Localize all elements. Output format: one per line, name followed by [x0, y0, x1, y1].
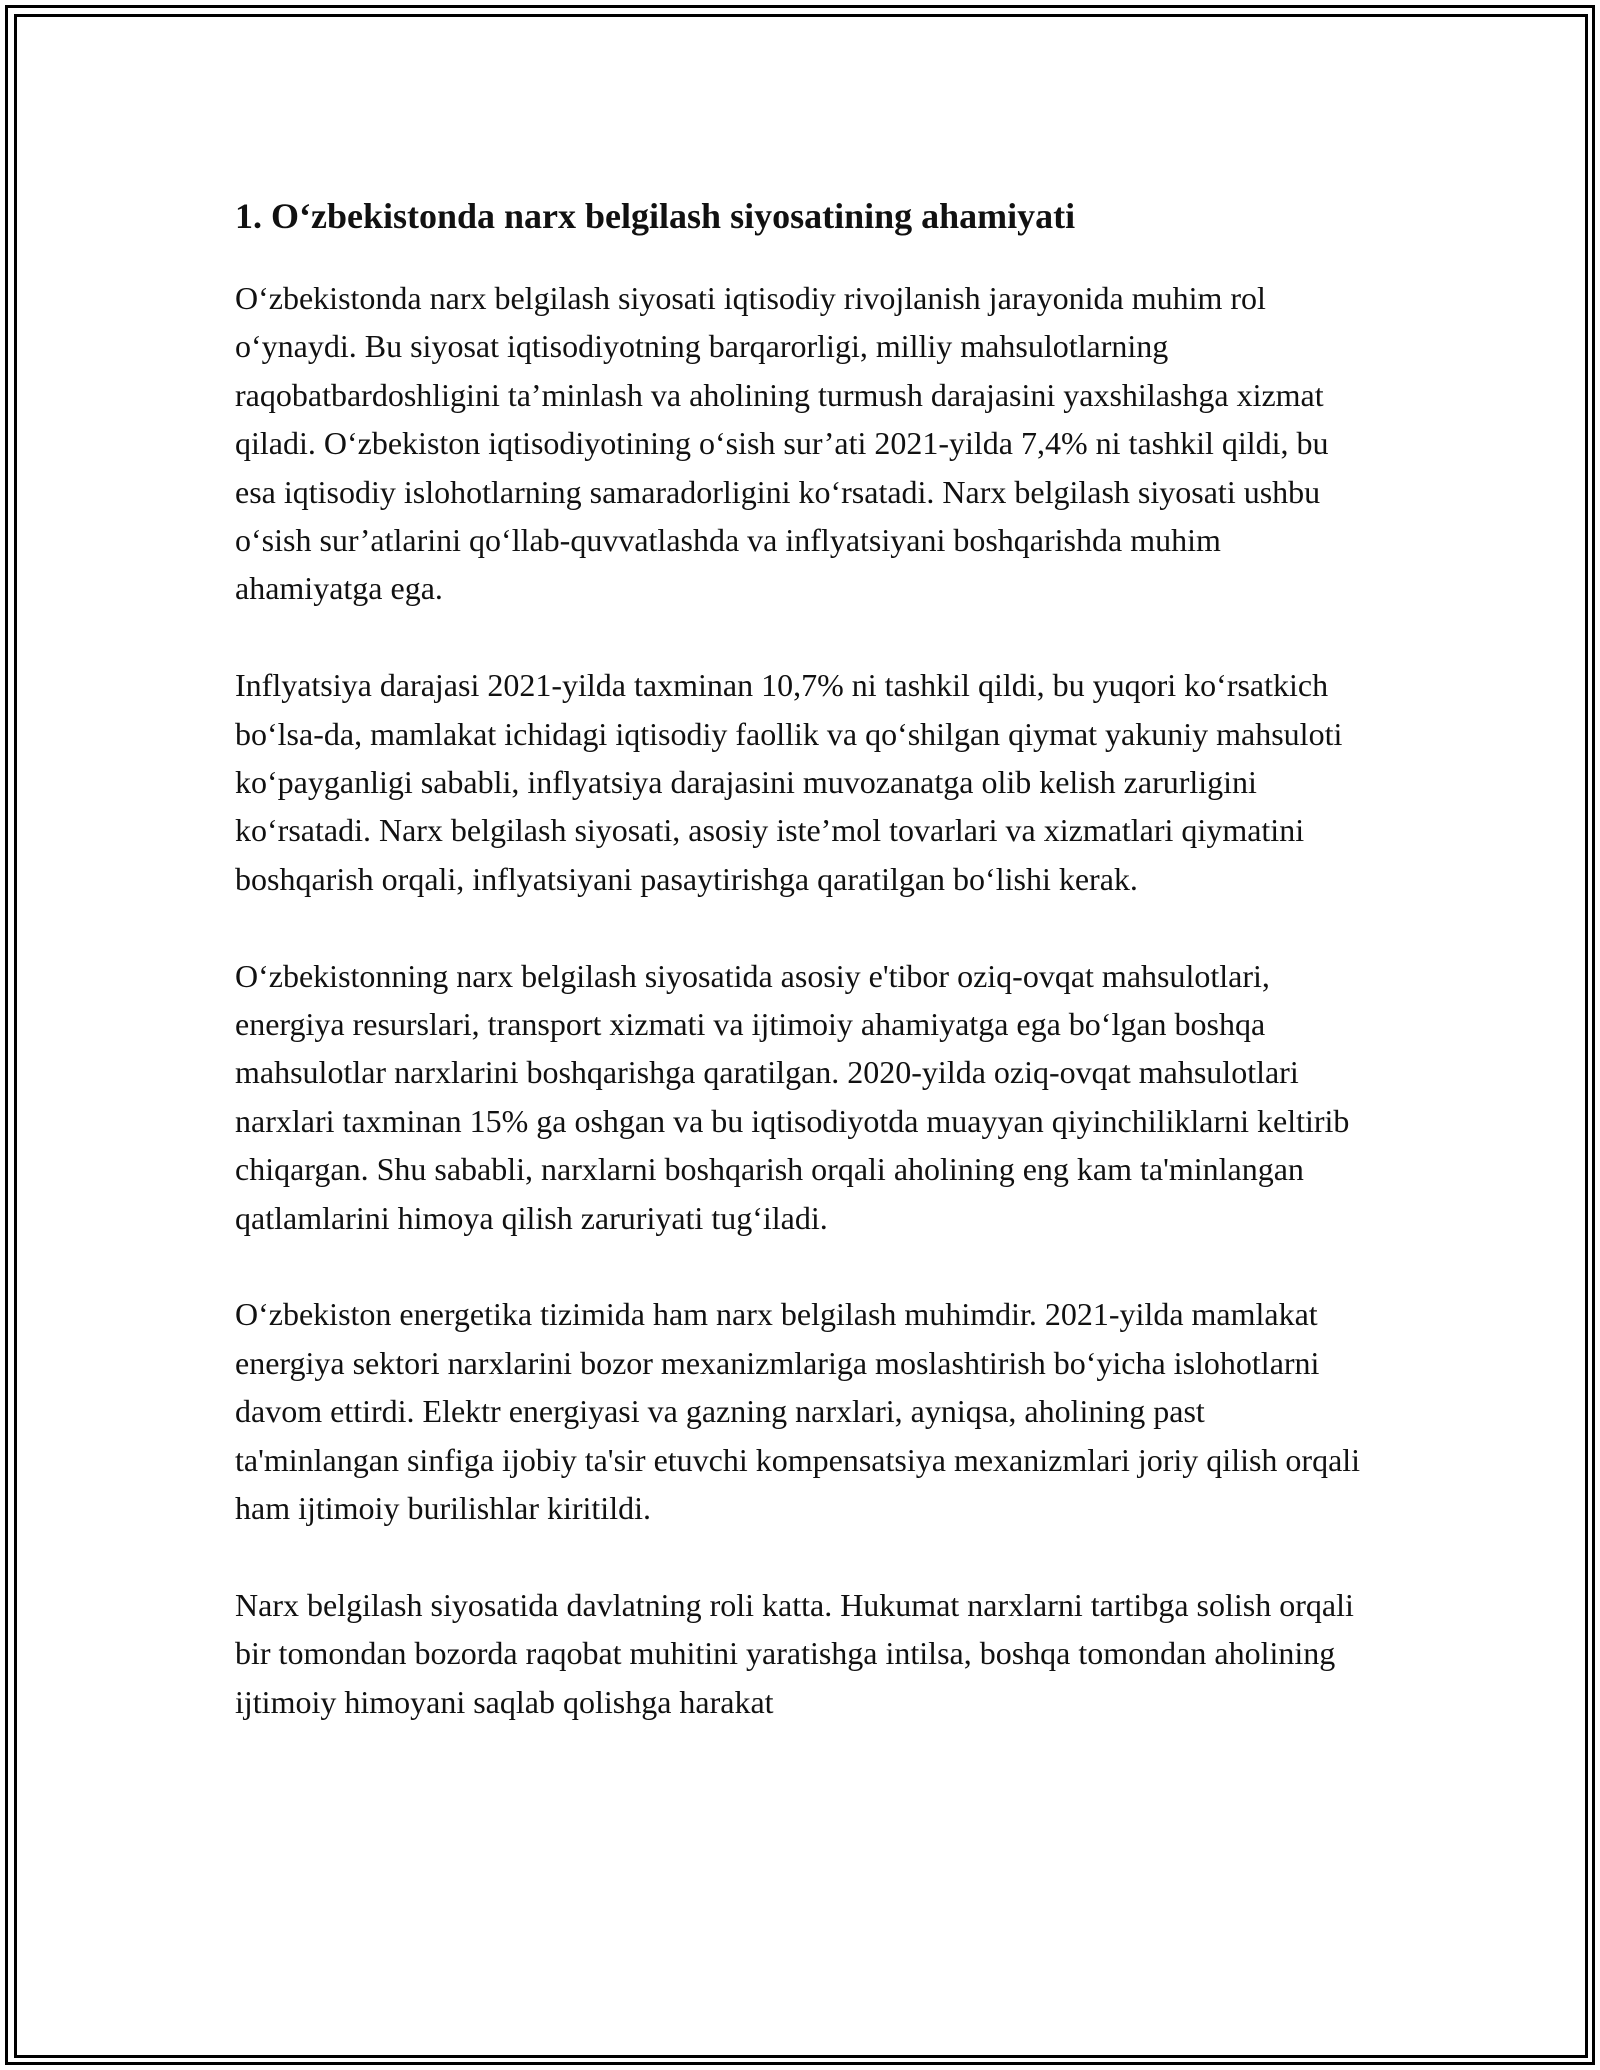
paragraph-5: Narx belgilash siyosatida davlatning roli katta. Hukumat narxlarni tartibga solish orqali bir tomondan bozorda raqobat muhitini yaratishga intilsa, boshqa tomondan aholining ijtimoiy himoyani saqlab qolishga harakat — [235, 1586, 1354, 1720]
section-heading: 1. O‘zbekistonda narx belgilash siyosatining ahamiyati — [235, 196, 1076, 236]
paragraph-3: O‘zbekistonning narx belgilash siyosatida asosiy e'tibor oziq-ovqat mahsulotlari, energiya resurslari, transport xizmati va ijtimoiy ahamiyatga ega bo‘lgan boshqa mahsulotlar narxlarini boshqarishga qaratilgan. 2020-yilda oziq-ovqat mahsulotlari narxlari taxminan 15% ga oshgan va bu iqtisodiyotda muayyan qiyinchiliklarni keltirib chiqargan. Shu sababli, narxlarni boshqarish orqali aholining eng kam ta'minlangan qatlamlarini himoya qilish zaruriyati tug‘iladi. — [235, 957, 1350, 1236]
paragraph-1: O‘zbekistonda narx belgilash siyosati iqtisodiy rivojlanish jarayonida muhim rol o‘ynaydi. Bu siyosat iqtisodiyotning barqarorligi, milliy mahsulotlarning raqobatbardoshligini ta’minlash va aholining turmush darajasini yaxshilashga xizmat qiladi. O‘zbekiston iqtisodiyotining o‘sish sur’ati 2021-yilda 7,4% ni tashkil qildi, bu esa iqtisodiy islohotlarning samaradorligini ko‘rsatadi. Narx belgilash siyosati ushbu o‘sish sur’atlarini qo‘llab-quvvatlashda va inflyatsiyani boshqarishda muhim ahamiyatga ega. — [235, 280, 1329, 607]
document-body — [235, 192, 1370, 1726]
paragraph-2: Inflyatsiya darajasi 2021-yilda taxminan 10,7% ni tashkil qildi, bu yuqori ko‘rsatkich bo‘lsa-da, mamlakat ichidagi iqtisodiy faollik va qo‘shilgan qiymat yakuniy mahsuloti ko‘payganligi sababli, inflyatsiya darajasini muvozanatga olib kelish zarurligini ko‘rsatadi. Narx belgilash siyosati, asosiy iste’mol tovarlari va xizmatlari qiymatini boshqarish orqali, inflyatsiyani pasaytirishga qaratilgan bo‘lishi kerak. — [235, 667, 1343, 897]
paragraph-4: O‘zbekiston energetika tizimida ham narx belgilash muhimdir. 2021-yilda mamlakat energiya sektori narxlarini bozor mexanizmlariga moslashtirish bo‘yicha islohotlarni davom ettirdi. Elektr energiyasi va gazning narxlari, ayniqsa, aholining past ta'minlangan sinfiga ijobiy ta'sir etuvchi kompensatsiya mexanizmlari joriy qilish orqali ham ijtimoiy burilishlar kiritildi. — [235, 1296, 1361, 1527]
